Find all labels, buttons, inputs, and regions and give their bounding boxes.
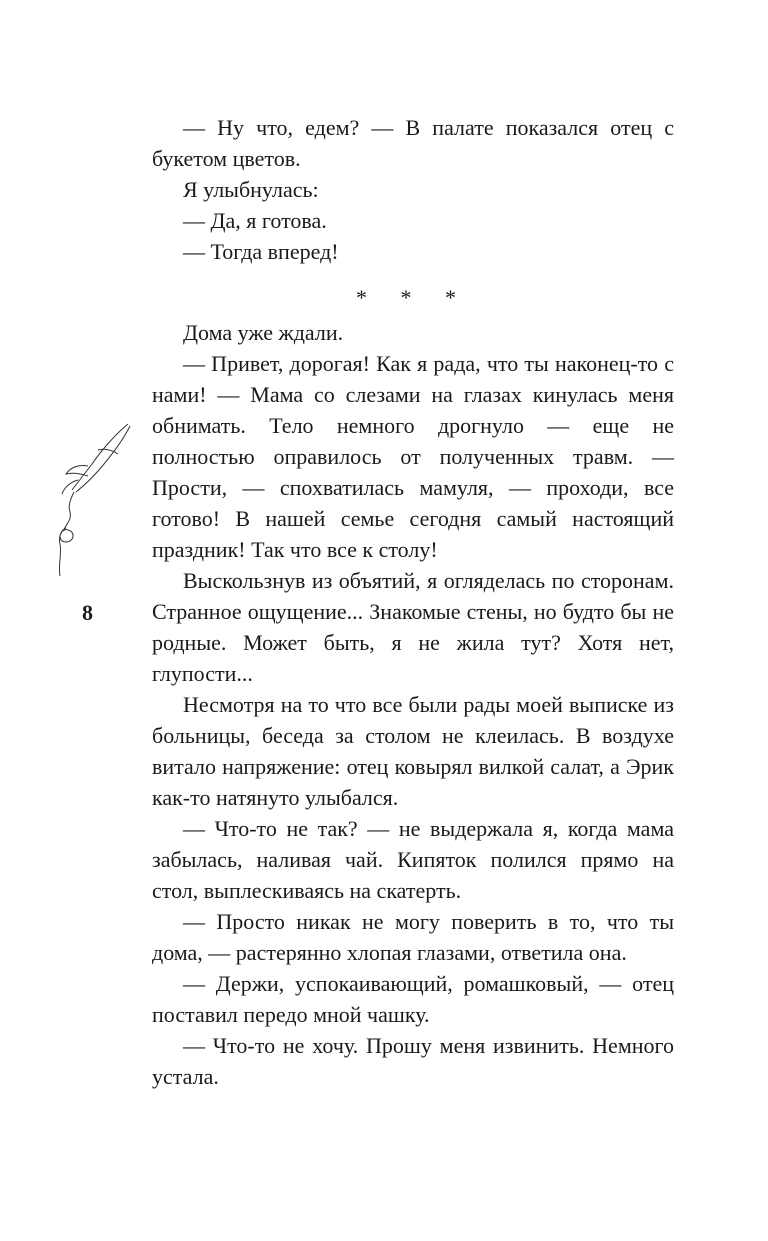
paper-airplane-icon	[48, 420, 138, 580]
paragraph: — Да, я готова.	[183, 208, 327, 233]
paragraph: — Что-то не хочу. Прошу меня извинить. Немного устала.	[152, 1033, 674, 1089]
paragraph: — Привет, дорогая! Как я рада, что ты наконец-то с нами! — Мама со слезами на глазах кинулась меня обнимать. Тело немного дрогнуло — еще не полностью оправилось от полученных травм. — Прости, — спохватилась мамуля, — проходи, все готово! В нашей семье сегодня самый настоящий праздник! Так что все к столу!	[152, 351, 674, 562]
paragraph: Я улыбнулась:	[183, 177, 319, 202]
paragraph: — Ну что, едем? — В палате показался отец с букетом цветов.	[152, 115, 674, 171]
paragraph: — Что-то не так? — не выдержала я, когда мама забылась, наливая чай. Кипяток полился прямо на стол, выплескиваясь на скатерть.	[152, 816, 674, 903]
paragraph: — Тогда вперед!	[183, 239, 339, 264]
paragraph: — Держи, успокаивающий, ромашковый, — отец поставил передо мной чашку.	[152, 971, 674, 1027]
book-text	[152, 112, 674, 1092]
page-number: 8	[82, 600, 93, 625]
paragraph: Выскользнув из объятий, я огляделась по сторонам. Странное ощущение... Знакомые стены, но будто бы не родные. Может быть, я не жила тут? Хотя нет, глупости...	[152, 568, 674, 686]
paragraph: — Просто никак не могу поверить в то, что ты дома, — растерянно хлопая глазами, ответила она.	[152, 909, 674, 965]
paragraph: Дома уже ждали.	[183, 320, 344, 345]
paragraph: Несмотря на то что все были рады моей выписке из больницы, беседа за столом не клеилась. В воздухе витало напряжение: отец ковырял вилкой салат, а Эрик как-то натянуто улыбался.	[152, 692, 674, 810]
section-separator: * * *	[356, 285, 470, 310]
